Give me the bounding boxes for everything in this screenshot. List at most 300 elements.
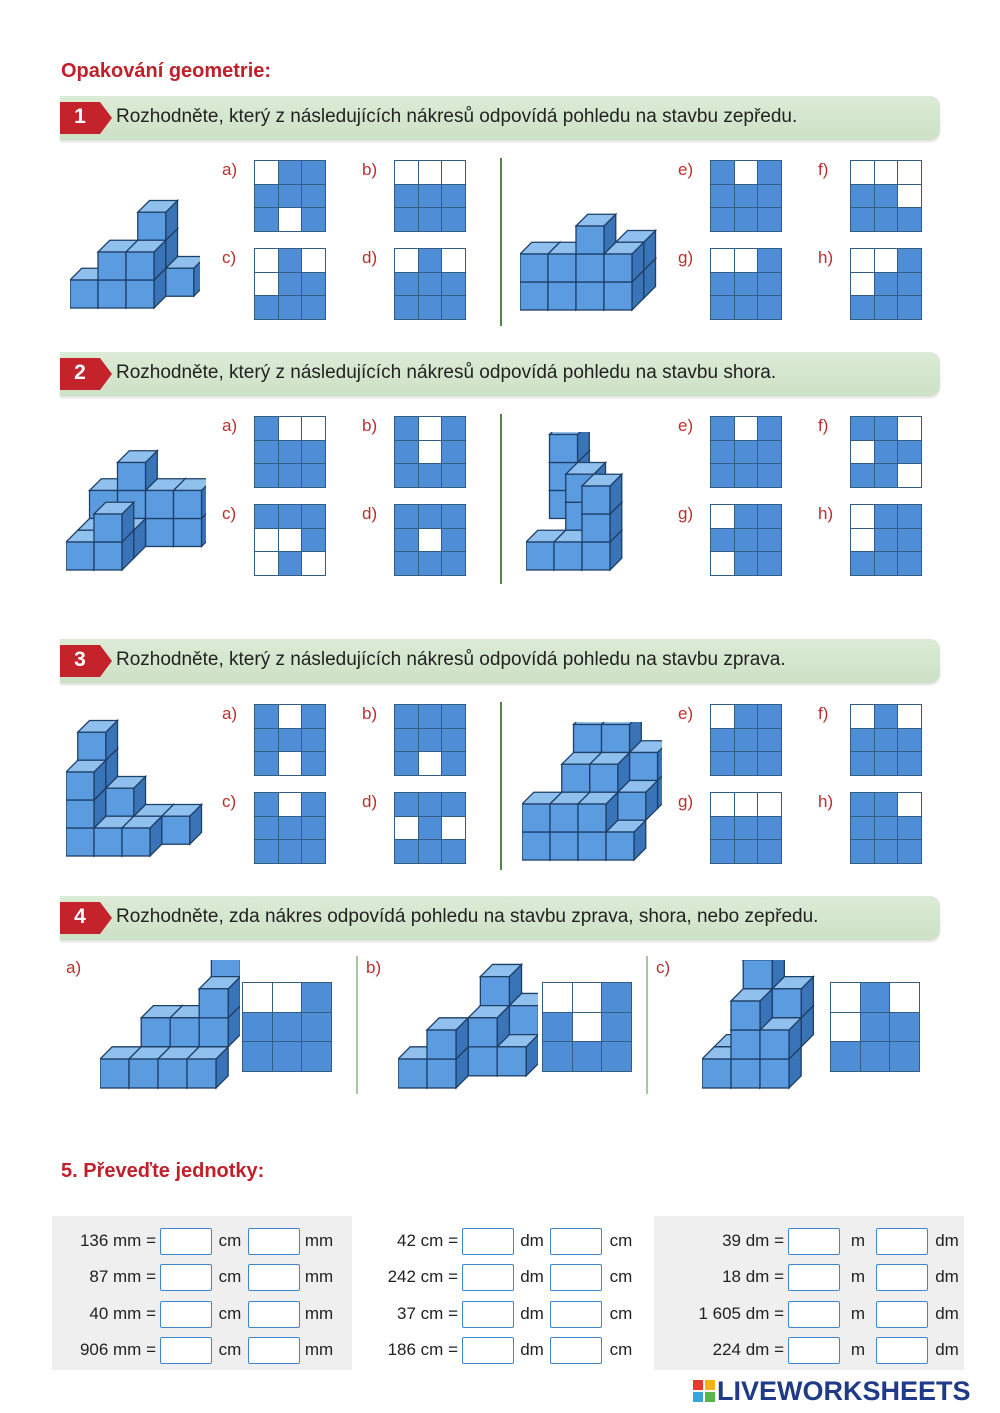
grid-cell [279, 417, 302, 440]
cube [94, 502, 134, 542]
grid-cell [875, 273, 898, 296]
grid-cell [758, 273, 781, 296]
task-instruction: Rozhodněte, který z následujících nákresů odpovídá pohledu na stavbu shora. [116, 362, 777, 383]
grid-cell [302, 161, 325, 184]
grid-cell [735, 817, 758, 840]
conversion-row [52, 1335, 338, 1365]
grid-cell [831, 1042, 860, 1071]
grid-cell [711, 840, 734, 863]
grid-cell [279, 208, 302, 231]
grid-cell [442, 249, 465, 272]
option-label: b) [362, 704, 378, 723]
grid-cell [898, 552, 921, 575]
option-label: f) [818, 416, 829, 435]
grid-cell [898, 208, 921, 231]
cube [578, 792, 618, 832]
task-instruction: Rozhodněte, který z následujících nákresů odpovídá pohledu na stavbu zprava. [116, 649, 786, 670]
grid-cell [419, 529, 442, 552]
grid-cell [442, 441, 465, 464]
grid-cell [875, 161, 898, 184]
task-3-header [60, 639, 940, 683]
unit-label: mm [304, 1340, 334, 1359]
building-4-a [100, 960, 240, 1090]
view-option-f[interactable] [850, 704, 922, 776]
answer-input-2[interactable] [876, 1228, 928, 1255]
grid-cell [395, 249, 418, 272]
grid-cell [898, 441, 921, 464]
grid-cell [395, 185, 418, 208]
grid-cell [279, 793, 302, 816]
grid-cell [255, 417, 278, 440]
view-option-e[interactable] [710, 704, 782, 776]
option-label: h) [818, 504, 834, 523]
conversion-row [356, 1299, 640, 1329]
building-3-right [522, 722, 662, 862]
view-4-b[interactable] [542, 982, 632, 1072]
grid-cell [395, 729, 418, 752]
conversion-expression: 186 cm = [387, 1340, 458, 1359]
grid-cell [851, 840, 874, 863]
grid-cell [875, 840, 898, 863]
grid-cell [851, 817, 874, 840]
grid-cell [442, 161, 465, 184]
grid-cell [419, 161, 442, 184]
view-option-b[interactable] [394, 416, 466, 488]
grid-cell [602, 983, 631, 1012]
task-number-badge: 1 [60, 102, 112, 134]
building-4-b [398, 960, 538, 1090]
grid-cell [302, 729, 325, 752]
cube [118, 451, 158, 491]
answer-input-2[interactable] [550, 1228, 602, 1255]
grid-cell [711, 705, 734, 728]
option-label: a) [222, 160, 238, 179]
unit-label: mm [304, 1304, 334, 1323]
answer-input-1[interactable] [160, 1301, 212, 1328]
task-2-header [60, 352, 940, 396]
grid-cell [543, 1013, 572, 1042]
unit-label: cm [218, 1231, 242, 1250]
conversion-expression: 1 605 dm = [698, 1304, 784, 1323]
building-3-left [66, 718, 206, 858]
answer-input-2[interactable] [876, 1264, 928, 1291]
separator [356, 956, 358, 1094]
grid-cell [758, 464, 781, 487]
view-option-a[interactable] [254, 416, 326, 488]
view-option-a[interactable] [254, 160, 326, 232]
option-label: c) [222, 792, 237, 811]
grid-cell [419, 817, 442, 840]
answer-input-1[interactable] [160, 1228, 212, 1255]
grid-cell [758, 505, 781, 528]
task-1-header [60, 96, 940, 140]
grid-cell [758, 529, 781, 552]
conversion-row [654, 1335, 966, 1365]
view-option-d[interactable] [394, 504, 466, 576]
unit-label: dm [520, 1304, 544, 1323]
option-label: g) [678, 248, 694, 267]
grid-cell [898, 729, 921, 752]
cube [211, 960, 240, 977]
grid-cell [758, 185, 781, 208]
grid-cell [419, 417, 442, 440]
building-2-right [526, 432, 656, 572]
grid-cell [279, 296, 302, 319]
grid-cell [543, 1042, 572, 1071]
grid-cell [442, 417, 465, 440]
grid-cell [851, 529, 874, 552]
grid-cell [758, 817, 781, 840]
grid-cell [255, 752, 278, 775]
option-label: c) [222, 248, 237, 267]
grid-cell [302, 752, 325, 775]
grid-cell [898, 817, 921, 840]
grid-cell [243, 1013, 272, 1042]
grid-cell [302, 529, 325, 552]
grid-cell [735, 208, 758, 231]
option-label: b) [366, 958, 382, 977]
grid-cell [255, 208, 278, 231]
grid-cell [711, 552, 734, 575]
view-option-h[interactable] [850, 504, 922, 576]
view-option-e[interactable] [710, 416, 782, 488]
grid-cell [243, 1042, 272, 1071]
option-label: g) [678, 792, 694, 811]
unit-label: cm [218, 1267, 242, 1286]
grid-cell [890, 1042, 919, 1071]
task-instruction: Rozhodněte, který z následujících nákresů odpovídá pohledu na stavbu zepředu. [116, 106, 798, 127]
grid-cell [302, 185, 325, 208]
grid-cell [255, 296, 278, 319]
grid-cell [735, 464, 758, 487]
answer-input-2[interactable] [876, 1301, 928, 1328]
grid-cell [735, 185, 758, 208]
unit-label: dm [935, 1304, 959, 1323]
unit-label: dm [935, 1231, 959, 1250]
answer-input-2[interactable] [248, 1337, 300, 1364]
separator [500, 158, 502, 326]
answer-input-1[interactable] [462, 1264, 514, 1291]
section5-title: 5. Převeďte jednotky: [61, 1160, 265, 1182]
view-option-g[interactable] [710, 248, 782, 320]
answer-input-1[interactable] [462, 1228, 514, 1255]
grid-cell [573, 983, 602, 1012]
grid-cell [255, 817, 278, 840]
grid-cell [395, 793, 418, 816]
answer-input-2[interactable] [550, 1301, 602, 1328]
grid-cell [758, 249, 781, 272]
option-label: g) [678, 504, 694, 523]
option-label: f) [818, 160, 829, 179]
view-4-c[interactable] [830, 982, 920, 1072]
answer-input-2[interactable] [876, 1337, 928, 1364]
answer-input-1[interactable] [788, 1264, 840, 1291]
grid-cell [898, 249, 921, 272]
unit-label: m [850, 1231, 866, 1250]
answer-input-1[interactable] [788, 1337, 840, 1364]
answer-input-1[interactable] [160, 1337, 212, 1364]
grid-cell [442, 208, 465, 231]
grid-cell [442, 464, 465, 487]
grid-cell [735, 793, 758, 816]
grid-cell [711, 793, 734, 816]
answer-input-2[interactable] [550, 1337, 602, 1364]
grid-cell [711, 417, 734, 440]
grid-cell [898, 505, 921, 528]
grid-cell [875, 552, 898, 575]
conversion-row [52, 1226, 338, 1256]
grid-cell [898, 185, 921, 208]
unit-label: cm [609, 1304, 633, 1323]
separator [500, 414, 502, 584]
grid-cell [302, 464, 325, 487]
grid-cell [735, 752, 758, 775]
grid-cell [861, 983, 890, 1012]
grid-cell [419, 752, 442, 775]
conversion-row [356, 1262, 640, 1292]
conversion-expression: 40 mm = [89, 1304, 156, 1323]
grid-cell [243, 983, 272, 1012]
building-1-left [70, 170, 200, 310]
cube [162, 804, 202, 844]
grid-cell [875, 296, 898, 319]
task-number-badge: 3 [60, 645, 112, 677]
answer-input-1[interactable] [462, 1337, 514, 1364]
option-label: e) [678, 704, 694, 723]
grid-cell [711, 441, 734, 464]
conversion-expression: 224 dm = [712, 1340, 784, 1359]
grid-cell [442, 729, 465, 752]
liveworksheets-logo [693, 1376, 971, 1407]
grid-cell [861, 1042, 890, 1071]
grid-cell [419, 793, 442, 816]
view-option-f[interactable] [850, 416, 922, 488]
grid-cell [279, 752, 302, 775]
conversion-expression: 42 cm = [397, 1231, 458, 1250]
grid-cell [302, 705, 325, 728]
view-option-g[interactable] [710, 504, 782, 576]
grid-cell [279, 161, 302, 184]
cube [138, 200, 178, 240]
grid-cell [255, 464, 278, 487]
grid-cell [890, 1013, 919, 1042]
grid-cell [419, 840, 442, 863]
grid-cell [279, 529, 302, 552]
answer-input-2[interactable] [248, 1301, 300, 1328]
grid-cell [851, 552, 874, 575]
grid-cell [255, 273, 278, 296]
grid-cell [602, 1013, 631, 1042]
task-instruction: Rozhodněte, zda nákres odpovídá pohledu na stavbu zprava, shora, nebo zepředu. [116, 906, 819, 927]
answer-input-2[interactable] [248, 1264, 300, 1291]
grid-cell [279, 273, 302, 296]
grid-cell [302, 417, 325, 440]
grid-cell [395, 840, 418, 863]
grid-cell [851, 273, 874, 296]
grid-cell [735, 296, 758, 319]
grid-cell [279, 817, 302, 840]
unit-label: dm [520, 1267, 544, 1286]
option-label: b) [362, 160, 378, 179]
view-option-c[interactable] [254, 248, 326, 320]
unit-label: m [850, 1340, 866, 1359]
answer-input-2[interactable] [550, 1264, 602, 1291]
grid-cell [735, 505, 758, 528]
conversion-expression: 39 dm = [722, 1231, 784, 1250]
view-4-a[interactable] [242, 982, 332, 1072]
conversion-row [654, 1299, 966, 1329]
grid-cell [302, 1042, 331, 1071]
grid-cell [395, 752, 418, 775]
option-label: a) [222, 416, 238, 435]
view-option-g[interactable] [710, 792, 782, 864]
option-label: a) [222, 704, 238, 723]
answer-input-1[interactable] [462, 1301, 514, 1328]
grid-cell [442, 296, 465, 319]
view-option-c[interactable] [254, 792, 326, 864]
building-4-c [702, 960, 842, 1090]
option-label: h) [818, 248, 834, 267]
cube [576, 214, 616, 254]
unit-label: cm [609, 1231, 633, 1250]
grid-cell [255, 552, 278, 575]
cube [590, 752, 630, 792]
grid-cell [302, 249, 325, 272]
grid-cell [851, 249, 874, 272]
task-4-header [60, 896, 940, 940]
grid-cell [419, 464, 442, 487]
grid-cell [395, 552, 418, 575]
grid-cell [711, 752, 734, 775]
option-label: d) [362, 248, 378, 267]
unit-label: mm [304, 1231, 334, 1250]
unit-label: cm [609, 1340, 633, 1359]
view-option-d[interactable] [394, 792, 466, 864]
cube [468, 1006, 509, 1047]
cube [731, 989, 772, 1030]
view-option-h[interactable] [850, 792, 922, 864]
grid-cell [711, 185, 734, 208]
grid-cell [735, 249, 758, 272]
grid-cell [758, 208, 781, 231]
grid-cell [758, 793, 781, 816]
grid-cell [758, 161, 781, 184]
view-option-h[interactable] [850, 248, 922, 320]
grid-cell [442, 185, 465, 208]
grid-cell [898, 752, 921, 775]
grid-cell [851, 161, 874, 184]
option-label: a) [66, 958, 82, 977]
option-label: b) [362, 416, 378, 435]
grid-cell [302, 552, 325, 575]
grid-cell [898, 161, 921, 184]
separator [500, 702, 502, 870]
grid-cell [395, 505, 418, 528]
grid-cell [442, 817, 465, 840]
grid-cell [851, 793, 874, 816]
grid-cell [395, 817, 418, 840]
cube [199, 977, 240, 1018]
grid-cell [758, 840, 781, 863]
building-2-left [66, 432, 206, 572]
view-option-c[interactable] [254, 504, 326, 576]
grid-cell [442, 552, 465, 575]
unit-label: m [850, 1267, 866, 1286]
unit-label: cm [218, 1340, 242, 1359]
grid-cell [302, 505, 325, 528]
cube [126, 240, 166, 280]
grid-cell [711, 505, 734, 528]
grid-cell [442, 705, 465, 728]
grid-cell [875, 752, 898, 775]
grid-cell [395, 705, 418, 728]
grid-cell [279, 505, 302, 528]
logo-text: LIVEWORKSHEETS [717, 1376, 971, 1406]
grid-cell [442, 752, 465, 775]
answer-input-1[interactable] [160, 1264, 212, 1291]
grid-cell [898, 705, 921, 728]
answer-input-1[interactable] [788, 1228, 840, 1255]
conversion-row [654, 1262, 966, 1292]
option-label: h) [818, 792, 834, 811]
grid-cell [711, 273, 734, 296]
unit-label: dm [935, 1267, 959, 1286]
grid-cell [861, 1013, 890, 1042]
grid-cell [255, 529, 278, 552]
grid-cell [851, 417, 874, 440]
grid-cell [735, 273, 758, 296]
view-option-f[interactable] [850, 160, 922, 232]
grid-cell [758, 441, 781, 464]
unit-label: dm [520, 1340, 544, 1359]
grid-cell [875, 705, 898, 728]
grid-cell [851, 729, 874, 752]
grid-cell [442, 840, 465, 863]
grid-cell [898, 417, 921, 440]
grid-cell [875, 793, 898, 816]
grid-cell [302, 273, 325, 296]
grid-cell [255, 161, 278, 184]
grid-cell [419, 296, 442, 319]
grid-cell [273, 1013, 302, 1042]
cube [187, 1047, 228, 1088]
view-option-e[interactable] [710, 160, 782, 232]
conversion-expression: 242 cm = [387, 1267, 458, 1286]
grid-cell [875, 185, 898, 208]
grid-cell [302, 840, 325, 863]
grid-cell [711, 464, 734, 487]
grid-cell [735, 417, 758, 440]
answer-input-1[interactable] [788, 1301, 840, 1328]
grid-cell [302, 793, 325, 816]
conversion-row [356, 1226, 640, 1256]
view-option-d[interactable] [394, 248, 466, 320]
grid-cell [255, 441, 278, 464]
conversion-row [654, 1226, 966, 1256]
grid-cell [851, 185, 874, 208]
answer-input-2[interactable] [248, 1228, 300, 1255]
view-option-a[interactable] [254, 704, 326, 776]
grid-cell [255, 793, 278, 816]
option-label: e) [678, 160, 694, 179]
grid-cell [419, 441, 442, 464]
conversion-expression: 18 dm = [722, 1267, 784, 1286]
view-option-b[interactable] [394, 160, 466, 232]
view-option-b[interactable] [394, 704, 466, 776]
grid-cell [279, 464, 302, 487]
grid-cell [279, 441, 302, 464]
grid-cell [279, 552, 302, 575]
